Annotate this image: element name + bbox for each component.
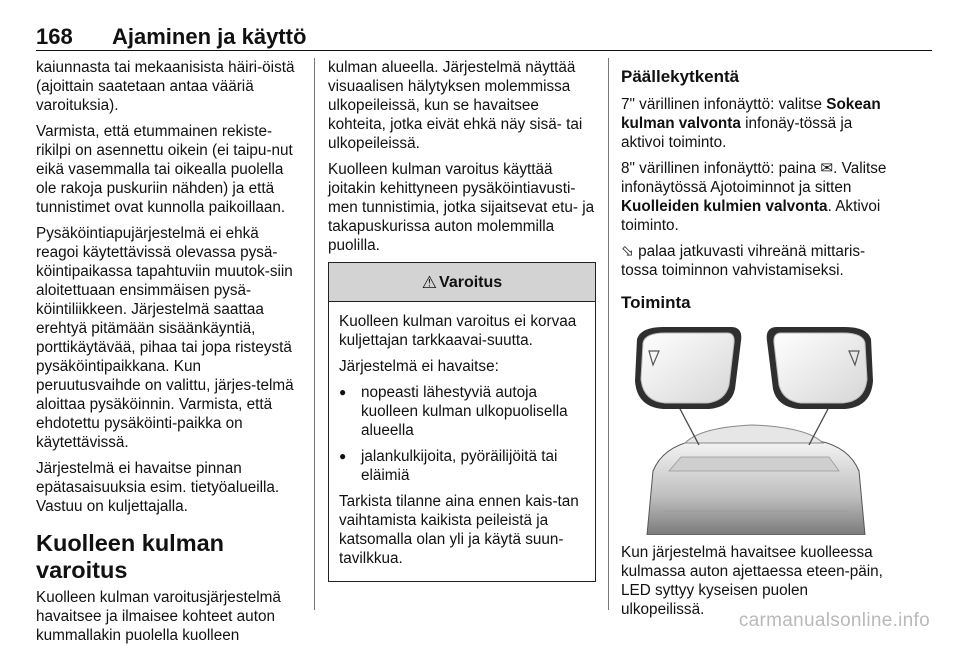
column-3 [621,58,889,626]
paragraph: ⬂ palaa jatkuvasti vihreänä mittaris-tossa toiminnon vahvistamiseksi. [621,243,866,279]
menu-option-name: Kuolleiden kulmien valvonta [621,198,828,215]
list-item: ● jalankulkijoita, pyöräilijöitä tai eläimiä [339,447,585,485]
warning-body [329,302,595,581]
paragraph: Tarkista tilanne aina ennen kais-tan vaihtamista kaikista peileistä ja katsomalla olan yli ja käytä suun-tavilkkua. [339,493,579,567]
mirror-illustration [623,321,885,535]
paragraph: Pysäköintiapujärjestelmä ei ehkä reagoi käytettävissä olevassa pysä-köintipaikassa tapahtuviin muutok-siin aloitettuaan ensimmäisen pysä-köintiliikkeen. Järjestelmä saattaa erehtyä pitämään sisäänkäyntiä, porttikäytävää, pihaa tai jopa risteystä pysäköintipaikkana. Kun peruutusvaihde on valittu, järjes-telmä aloittaa pysäköinnin. Varmista, että ehdotettu pysäköinti-paikka on käytettävissä. [36,225,294,451]
page-header [36,16,932,51]
section-heading-blind-spot: Kuolleen kulman varoitus [36,530,225,583]
section-heading-operation: Toiminta [621,293,691,312]
column-2 [328,58,596,582]
paragraph: kulman alueella. Järjestelmä näyttää visuaalisen hälytyksen molemmissa ulkopeileissä, kun se havaitsee kohteita, jotka eivät ehkä näy sisä- tai ulkopeileissä. [328,59,583,152]
column-divider [608,58,609,610]
paragraph: kaiunnasta tai mekaanisista häiri-öistä (ajoittain saatetaan antaa vääriä varoituksia). [36,59,295,114]
column-divider [314,58,315,610]
paragraph: Kuolleen kulman varoitus käyttää joitakin kehittyneen pysäköintiavusti-men tunnistimia, jotka sijaitsevat etu- ja takapuskurissa auton molemmilla puolilla. [328,161,595,254]
column-1 [36,58,302,652]
menu-option-name: Sokean kulman valvonta [621,96,881,132]
paragraph: Kuolleen kulman varoitus ei korvaa kuljettajan tarkkaavai-suutta. [339,313,577,349]
warning-title: Varoitus [439,273,503,291]
warning-icon: ⚠ [421,272,438,292]
blind-spot-indicator-icon: ⬂ [621,243,634,260]
watermark: carmanualsonline.info [738,610,930,631]
warning-header [329,263,595,302]
warning-list [339,383,585,485]
settings-key-icon: ✉ [820,160,834,177]
paragraph: Kuolleen kulman varoitusjärjestelmä havaitsee ja ilmaisee kohteet auton kummallakin puolella kuolleen [36,589,281,644]
paragraph: Järjestelmä ei havaitse pinnan epätasaisuuksia esim. tietyöalueilla. Vastuu on kuljettajalla. [36,460,280,515]
warning-box [328,262,596,582]
paragraph: Kun järjestelmä havaitsee kuolleessa kulmassa auton ajettaessa eteen-päin, LED syttyy kyseisen puolen ulkopeilissä. [621,544,883,618]
chapter-title: Ajaminen ja käyttö [112,24,307,49]
paragraph: 7" värillinen infonäyttö: valitse Sokean kulman valvonta infonäy-tössä ja aktivoi toiminto. [621,96,881,151]
list-item: ● nopeasti lähestyviä autoja kuolleen kulman ulkopuolisella alueella [339,383,585,440]
paragraph: Varmista, että etummainen rekiste-rikilpi on asennettu oikein (ei taipu-nut eikä vasemmalla tai oikealla puolella ole rakoja puskuriin nähden) ja että tunnistimet ovat kunnolla paikoillaan. [36,123,293,216]
paragraph: Järjestelmä ei havaitse: [339,358,499,375]
page-number: 168 [36,24,73,49]
paragraph: 8" värillinen infonäyttö: paina ✉. Valitse infonäytössä Ajotoiminnot ja sitten Kuolleiden kulmien valvonta. Aktivoi toiminto. [621,160,887,234]
section-heading-activation: Päällekytkentä [621,67,740,86]
